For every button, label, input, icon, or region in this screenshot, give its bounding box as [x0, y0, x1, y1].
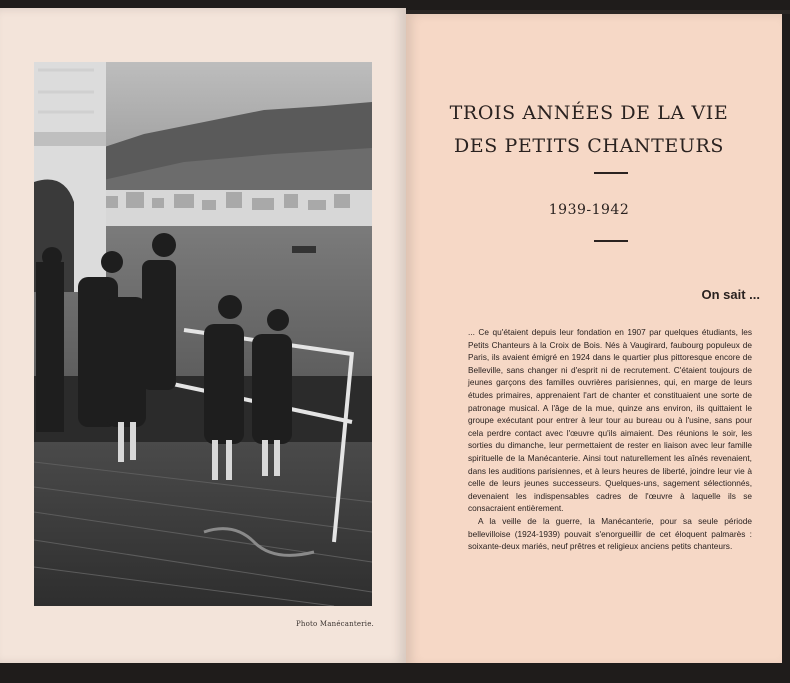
title-line-1: TROIS ANNÉES DE LA VIE	[449, 102, 729, 124]
years-divider	[594, 240, 628, 242]
title-divider	[594, 172, 628, 174]
paragraph-1: ... Ce qu'étaient depuis leur fondation en 1907 par quelques étudiants, les Petits Chanteurs à la Croix de Bois. Nés à Vaugirard, faubourg populeux de Paris, ils avaient émigré en 1924 dans le quartier plus pittoresque encore de Belleville, sans changer ni d'esprit ni de recrutement. C'étaient toujours de jeunes garçons des familles ouvrières parisiennes, qui, en marge de leurs études primaires, apprenaient l'art de chanter et constituaient une sorte de patronage musical. A l'âge de la mue, quinze ans environ, ils quittaient le groupe exécutant pour entrer à leur tour au bureau ou à l'usine, sans pour cela perdre contact avec l'œuvre qu'ils aimaient. Des réunions le soir, les sorties du dimanche, leur permettaient de rester en liaison avec leur famille spirituelle de la Manécanterie. Ainsi tout naturellement les aînés revenaient, dans les auditions parisiennes, et à leurs heures de liberté, joindre leur vie à celle de leurs jeunes successeurs. Quelques-uns, sagement sélectionnés, devenaient les indispensables cadres de l'œuvre à laquelle ils se consacraient entièrement.	[468, 327, 752, 514]
years-heading: 1939-1942	[548, 202, 630, 218]
paragraph-2: A la veille de la guerre, la Manécanterie, pour sa seule période bellevilloise (1924-1939) pouvait s'enorgueillir de cet éloquent palmarès : soixante-deux mariés, neuf prêtres et religieux anciens petits chanteurs.	[468, 515, 752, 552]
right-edge-shadow	[782, 14, 790, 666]
section-subheading: On sait ...	[701, 287, 760, 302]
photo-illustration	[34, 62, 372, 606]
title-line-2: DES PETITS CHANTEURS	[453, 135, 725, 157]
deck	[34, 442, 372, 606]
photo-credit: Photo Manécanterie.	[296, 620, 374, 628]
photograph-boys-on-ship-deck	[34, 62, 372, 606]
body-text	[468, 326, 752, 553]
page-title	[414, 97, 764, 163]
boat	[292, 246, 316, 253]
bottom-edge-shadow	[0, 663, 790, 683]
